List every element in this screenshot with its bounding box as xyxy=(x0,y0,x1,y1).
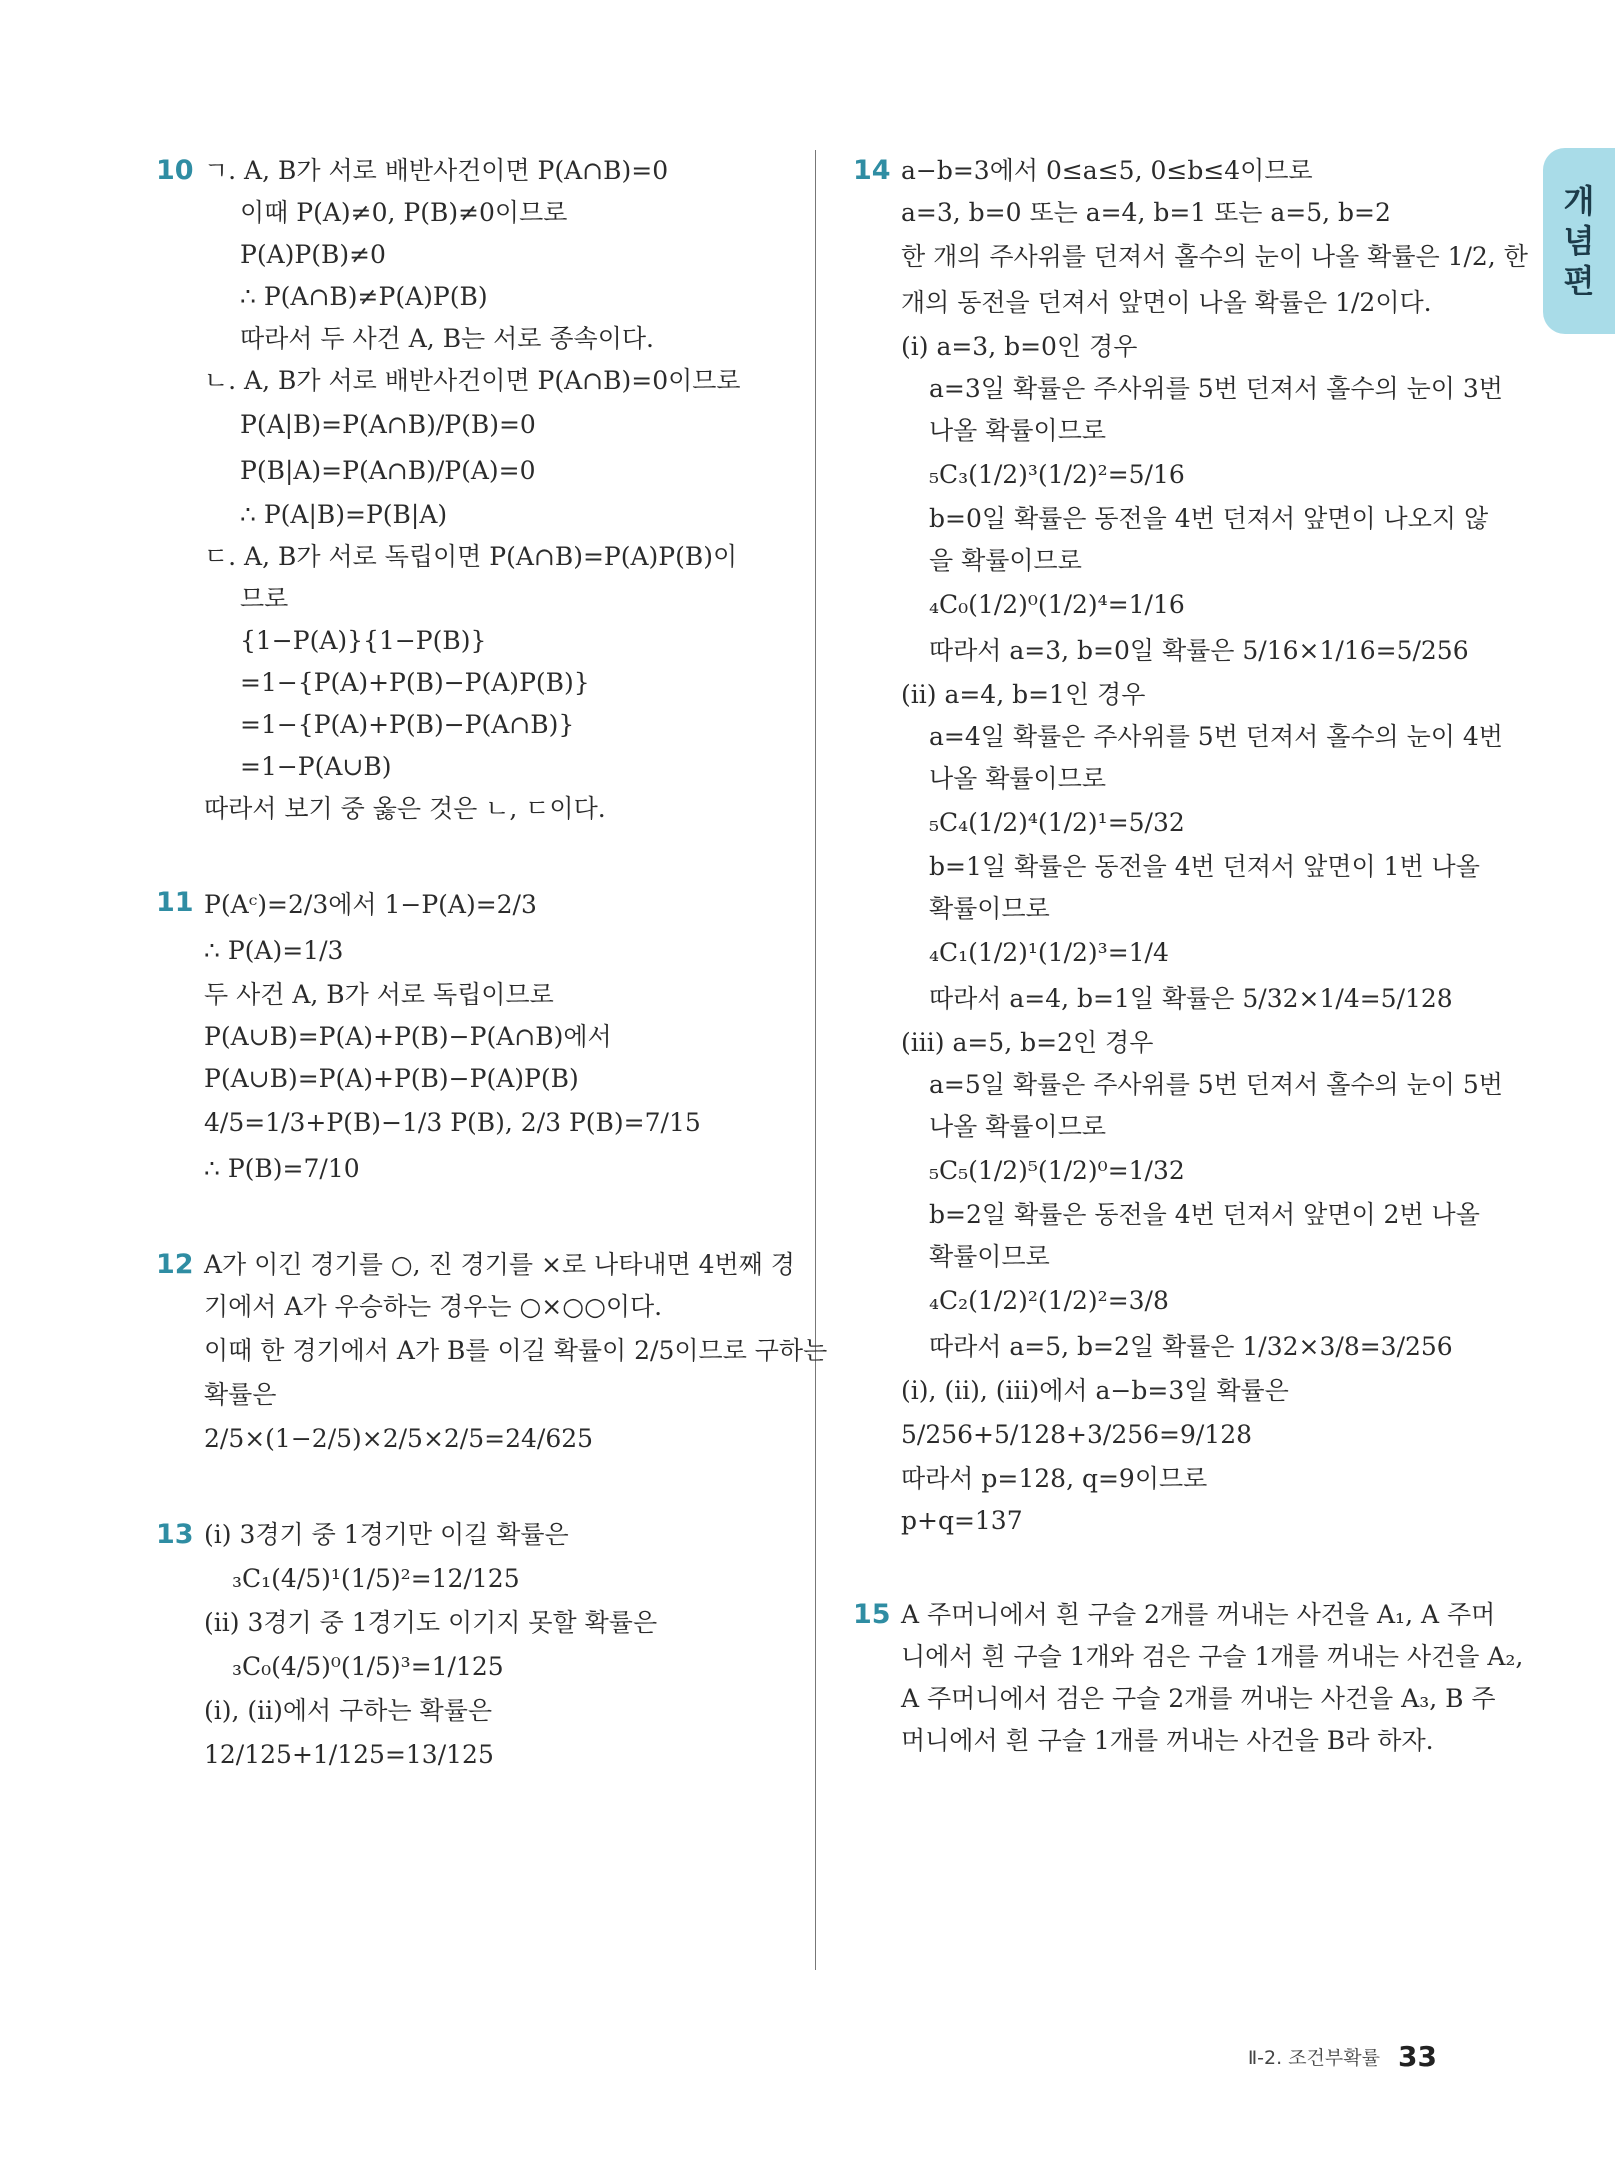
equation-line: 따라서 a=4, b=1일 확률은 5/32×1/4=5/128 xyxy=(929,984,1453,1013)
solution-line: b=2일 확률은 동전을 4번 던져서 앞면이 2번 나올 xyxy=(929,1200,1480,1229)
solution-line: P(A)P(B)≠0 xyxy=(240,240,386,269)
case-heading: (ⅱ) a=4, b=1인 경우 xyxy=(901,680,1146,709)
section-label: Ⅱ-2. 조건부확률 xyxy=(1247,2047,1380,2069)
page-number: 33 xyxy=(1398,2040,1437,2073)
solution-line: a=5일 확률은 주사위를 5번 던져서 홀수의 눈이 5번 xyxy=(929,1070,1503,1099)
problem-10 xyxy=(158,150,798,830)
solution-line: =1−{P(A)+P(B)−P(A)P(B)} xyxy=(240,668,590,697)
solution-line: 이때 한 경기에서 A가 B를 이길 확률이 2/5이므로 구하는 xyxy=(204,1336,828,1365)
solution-line: 확률이므로 xyxy=(929,1242,1050,1271)
equation-line: ∴ P(B)=7/10 xyxy=(204,1154,360,1183)
equation-line: ₃C₁(4/5)¹(1/5)²=12/125 xyxy=(232,1564,520,1593)
equation-line: 12/125+1/125=13/125 xyxy=(204,1740,494,1769)
side-tab-char-3: 편 xyxy=(1563,262,1595,300)
solution-line: ㄷ. A, B가 서로 독립이면 P(A∩B)=P(A)P(B)이 xyxy=(204,542,738,571)
equation-line: ∴ P(A)=1/3 xyxy=(204,936,344,965)
solution-line: 이때 P(A)≠0, P(B)≠0이므로 xyxy=(240,198,568,227)
problem-number: 13 xyxy=(156,1519,194,1550)
equation-line: 5/256+5/128+3/256=9/128 xyxy=(901,1420,1253,1449)
solution-line: A 주머니에서 검은 구슬 2개를 꺼내는 사건을 A₃, B 주 xyxy=(901,1684,1496,1713)
solution-line: a=4일 확률은 주사위를 5번 던져서 홀수의 눈이 4번 xyxy=(929,722,1503,751)
section-side-tab xyxy=(1543,148,1615,334)
solution-line: a−b=3에서 0≤a≤5, 0≤b≤4이므로 xyxy=(901,156,1313,185)
solution-line: P(A∪B)=P(A)+P(B)−P(A)P(B) xyxy=(204,1064,579,1093)
solution-line: b=1일 확률은 동전을 4번 던져서 앞면이 1번 나올 xyxy=(929,852,1480,881)
problem-number: 15 xyxy=(853,1599,891,1630)
problem-13 xyxy=(158,1514,798,1778)
problem-number: 11 xyxy=(156,887,194,918)
solution-line: 두 사건 A, B가 서로 독립이므로 xyxy=(204,980,554,1009)
solution-line: b=0일 확률은 동전을 4번 던져서 앞면이 나오지 않 xyxy=(929,504,1489,533)
problem-number: 10 xyxy=(156,155,194,186)
equation-line: ₅C₄(1/2)⁴(1/2)¹=5/32 xyxy=(929,808,1185,837)
equation-line: P(A|B)=P(A∩B)/P(B)=0 xyxy=(240,410,536,439)
side-tab-char-2: 념 xyxy=(1563,222,1595,260)
solution-line: ㄴ. A, B가 서로 배반사건이면 P(A∩B)=0이므로 xyxy=(204,366,741,395)
solution-line: 나올 확률이므로 xyxy=(929,1112,1106,1141)
solution-line: 확률은 xyxy=(204,1380,277,1409)
equation-line: 4/5=1/3+P(B)−1/3 P(B), 2/3 P(B)=7/15 xyxy=(204,1108,701,1137)
equation-line: 따라서 a=3, b=0일 확률은 5/16×1/16=5/256 xyxy=(929,636,1469,665)
problem-15 xyxy=(853,1594,1524,1762)
problem-number: 12 xyxy=(156,1249,194,1280)
solution-line: 을 확률이므로 xyxy=(929,546,1082,575)
equation-line: 따라서 a=5, b=2일 확률은 1/32×3/8=3/256 xyxy=(929,1332,1453,1361)
solution-line: 따라서 두 사건 A, B는 서로 종속이다. xyxy=(240,324,654,353)
equation-line: 2/5×(1−2/5)×2/5×2/5=24/625 xyxy=(204,1424,594,1453)
solution-line: 한 개의 주사위를 던져서 홀수의 눈이 나올 확률은 1/2, 한 xyxy=(901,242,1528,271)
right-column xyxy=(853,150,1528,1762)
solution-line: 니에서 흰 구슬 1개와 검은 구슬 1개를 꺼내는 사건을 A₂, xyxy=(901,1642,1524,1671)
solution-line: 므로 xyxy=(240,584,289,613)
solution-line: p+q=137 xyxy=(901,1506,1023,1535)
solution-line: P(A∪B)=P(A)+P(B)−P(A∩B)에서 xyxy=(204,1022,612,1051)
equation-line: ₄C₀(1/2)⁰(1/2)⁴=1/16 xyxy=(929,590,1185,619)
solution-line: 기에서 A가 우승하는 경우는 ○×○○이다. xyxy=(204,1292,663,1321)
equation-line: ₅C₅(1/2)⁵(1/2)⁰=1/32 xyxy=(929,1156,1185,1185)
solution-line: 개의 동전을 던져서 앞면이 나올 확률은 1/2이다. xyxy=(901,288,1432,317)
equation-line: ₄C₁(1/2)¹(1/2)³=1/4 xyxy=(929,938,1169,967)
solution-line: (ⅰ), (ⅱ), (ⅲ)에서 a−b=3일 확률은 xyxy=(901,1376,1289,1405)
solution-line: ㄱ. A, B가 서로 배반사건이면 P(A∩B)=0 xyxy=(204,156,669,185)
equation-line: P(B|A)=P(A∩B)/P(A)=0 xyxy=(240,456,536,485)
left-column xyxy=(156,150,828,1778)
case-heading: (ⅰ) a=3, b=0인 경우 xyxy=(901,332,1138,361)
solution-line: (ⅱ) 3경기 중 1경기도 이기지 못할 확률은 xyxy=(204,1608,658,1637)
solution-line: (ⅰ), (ⅱ)에서 구하는 확률은 xyxy=(204,1696,492,1725)
solution-line: =1−P(A∪B) xyxy=(240,752,392,781)
problem-14 xyxy=(853,150,1528,1542)
solution-line: a=3일 확률은 주사위를 5번 던져서 홀수의 눈이 3번 xyxy=(929,374,1503,403)
solution-line: 따라서 보기 중 옳은 것은 ㄴ, ㄷ이다. xyxy=(204,794,606,823)
problem-12 xyxy=(156,1244,828,1462)
equation-line: ₃C₀(4/5)⁰(1/5)³=1/125 xyxy=(232,1652,504,1681)
case-heading: (ⅲ) a=5, b=2인 경우 xyxy=(901,1028,1154,1057)
equation-line: ₄C₂(1/2)²(1/2)²=3/8 xyxy=(929,1286,1169,1315)
solution-line: ∴ P(A∩B)≠P(A)P(B) xyxy=(240,282,488,311)
column-divider xyxy=(815,150,816,1970)
page-footer xyxy=(1248,2040,1437,2073)
problem-11 xyxy=(158,882,798,1192)
solution-line: a=3, b=0 또는 a=4, b=1 또는 a=5, b=2 xyxy=(901,198,1391,227)
solution-line: (ⅰ) 3경기 중 1경기만 이길 확률은 xyxy=(204,1520,569,1549)
solution-line: 머니에서 흰 구슬 1개를 꺼내는 사건을 B라 하자. xyxy=(901,1726,1434,1755)
solution-line: A 주머니에서 흰 구슬 2개를 꺼내는 사건을 A₁, A 주머 xyxy=(901,1600,1496,1629)
solution-line: {1−P(A)}{1−P(B)} xyxy=(240,626,487,655)
solution-line: 나올 확률이므로 xyxy=(929,764,1106,793)
solution-line: ∴ P(A|B)=P(B|A) xyxy=(240,500,448,529)
solution-line: =1−{P(A)+P(B)−P(A∩B)} xyxy=(240,710,575,739)
solution-line: 나올 확률이므로 xyxy=(929,416,1106,445)
problem-number: 14 xyxy=(853,155,891,186)
equation-line: P(Aᶜ)=2/3에서 1−P(A)=2/3 xyxy=(204,890,537,919)
solution-line: 확률이므로 xyxy=(929,894,1050,923)
solution-line: 따라서 p=128, q=9이므로 xyxy=(901,1464,1208,1493)
side-tab-char-1: 개 xyxy=(1563,182,1595,220)
equation-line: ₅C₃(1/2)³(1/2)²=5/16 xyxy=(929,460,1185,489)
solution-line: A가 이긴 경기를 ○, 진 경기를 ×로 나타내면 4번째 경 xyxy=(204,1250,795,1279)
